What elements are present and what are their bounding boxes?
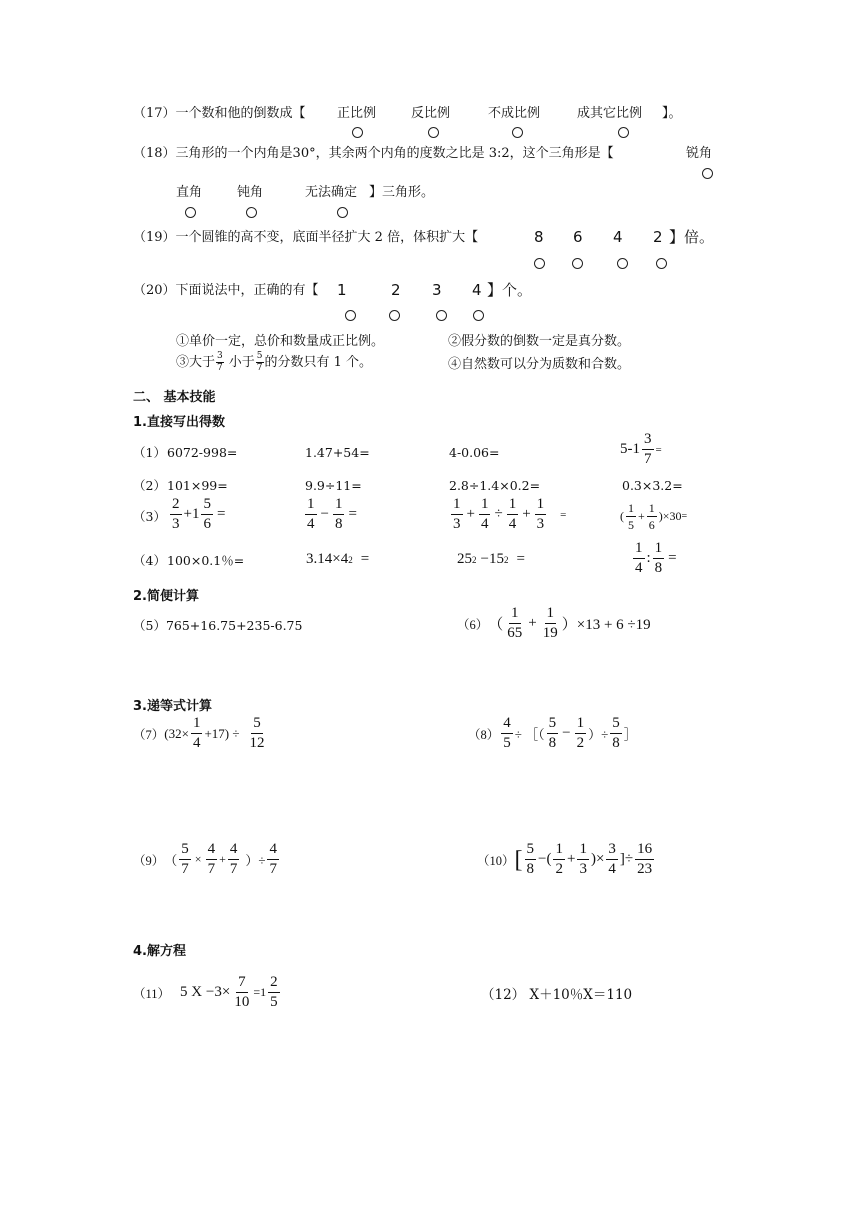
calc-q10 xyxy=(477,842,656,877)
numerator: 1 xyxy=(628,501,634,515)
numerator: 3 xyxy=(642,432,654,450)
operator: +1 xyxy=(183,506,200,522)
fraction xyxy=(626,502,636,531)
denominator: 8 xyxy=(612,735,620,751)
calc-3d xyxy=(620,502,687,531)
bracket-tail: ]÷ xyxy=(619,851,634,867)
numerator: 1 xyxy=(479,497,491,515)
fraction xyxy=(501,716,513,751)
operator: )× xyxy=(590,851,605,867)
denominator: 7 xyxy=(229,861,238,877)
calc-4d xyxy=(631,541,679,576)
q20-option-1: 1 xyxy=(337,281,347,299)
exponent: 2 xyxy=(503,554,509,565)
q17-option-4: 成其它比例 xyxy=(577,106,643,121)
question-19-text: （19）一个圆锥的高不变，底面半径扩大 2 倍，体积扩大【 xyxy=(133,230,479,245)
denominator: 4 xyxy=(480,516,489,532)
expr-part: 5 X −3× xyxy=(180,984,231,1000)
q18-end: 】三角形。 xyxy=(369,185,435,200)
question-label: （6） xyxy=(457,617,489,632)
q18-option-3: 钝角 xyxy=(237,185,264,200)
fraction xyxy=(201,497,213,532)
numerator: 1 xyxy=(535,497,547,515)
numerator: 1 xyxy=(545,606,557,624)
q17-radio-3[interactable] xyxy=(512,127,523,138)
colon: : xyxy=(646,550,651,566)
numerator: 2 xyxy=(170,497,182,515)
question-17 xyxy=(133,105,306,123)
denominator: 3 xyxy=(453,516,461,532)
question-label: （11） xyxy=(133,986,171,1001)
operator: + xyxy=(638,509,645,523)
numerator: 5 xyxy=(525,842,537,860)
numerator: 7 xyxy=(236,975,248,993)
equals-sign: = xyxy=(348,506,357,522)
calc-row-1-label: （1） xyxy=(133,445,166,460)
calc-row-4-label: （4） xyxy=(133,553,166,568)
q18-option-2: 直角 xyxy=(176,185,203,200)
calc-q8 xyxy=(468,716,637,751)
denominator: 7 xyxy=(181,861,189,877)
denominator: 5 xyxy=(503,735,511,751)
calc-1a: 6072-998= xyxy=(167,445,238,460)
numerator: 1 xyxy=(305,497,317,515)
denominator: 3 xyxy=(579,861,587,877)
numerator: 4 xyxy=(501,716,513,734)
fraction xyxy=(577,842,589,877)
calc-1b: 1.47+54= xyxy=(305,445,370,460)
subsection-3-title: 3.递等式计算 xyxy=(133,699,212,714)
q18-radio-4[interactable] xyxy=(337,207,348,218)
operator: ÷ xyxy=(494,506,503,522)
denominator: 8 xyxy=(334,516,343,532)
operator: + xyxy=(566,851,576,867)
denominator: 65 xyxy=(507,625,523,641)
fraction xyxy=(191,716,203,751)
operator: − xyxy=(562,725,571,741)
base: 25 xyxy=(457,551,472,567)
fraction xyxy=(642,432,654,467)
denominator: 7 xyxy=(217,363,223,373)
numerator: 1 xyxy=(653,541,665,559)
paren: ( xyxy=(620,509,624,523)
denominator: 10 xyxy=(234,994,250,1010)
calc-4b xyxy=(306,551,371,568)
fraction xyxy=(535,497,547,532)
numerator: 5 xyxy=(610,716,622,734)
calc-3c xyxy=(449,497,566,532)
calc-2d: 0.3×3.2= xyxy=(622,478,683,493)
numerator: 1 xyxy=(451,497,463,515)
q17-option-3: 不成比例 xyxy=(488,106,541,121)
numerator: 1 xyxy=(577,842,589,860)
numerator: 1 xyxy=(507,497,519,515)
fraction xyxy=(633,541,645,576)
calc-1d-pre: 5-1 xyxy=(620,441,640,457)
numerator: 1 xyxy=(633,541,645,559)
denominator: 2 xyxy=(576,735,585,751)
q17-radio-1[interactable] xyxy=(352,127,363,138)
q19-option-1: 8 xyxy=(534,228,544,246)
q20-option-2: 2 xyxy=(391,281,401,299)
calc-q9 xyxy=(133,842,281,877)
denominator: 8 xyxy=(526,861,535,877)
bracket: ］ xyxy=(623,727,637,742)
denominator: 5 xyxy=(628,518,634,532)
section-2-title: 二、 基本技能 xyxy=(133,390,216,405)
numerator: 1 xyxy=(191,716,203,734)
subsection-2-title: 2.简便计算 xyxy=(133,589,199,604)
calc-q6 xyxy=(457,606,651,641)
fraction xyxy=(256,352,264,373)
expr-part: +17) ÷ xyxy=(204,725,240,741)
q20-option-3: 3 xyxy=(432,281,442,299)
operator: + xyxy=(466,506,475,522)
exponent: 2 xyxy=(472,554,477,565)
fraction xyxy=(547,716,559,751)
fraction xyxy=(610,716,622,751)
expr-part: ÷ ［（ xyxy=(514,727,545,742)
statement-4: ④自然数可以分为质数和合数。 xyxy=(448,357,631,372)
denominator: 5 xyxy=(270,994,278,1010)
numerator: 5 xyxy=(547,716,559,734)
expr-part: ）÷ xyxy=(245,853,266,868)
subsection-1-title: 1.直接写出得数 xyxy=(133,415,225,430)
question-label: （7） xyxy=(133,727,165,742)
numerator: 1 xyxy=(575,716,587,734)
equals-sign: = xyxy=(560,508,567,521)
fraction xyxy=(179,842,191,877)
q20-option-4: 4 xyxy=(472,281,482,299)
fraction xyxy=(305,497,317,532)
fraction xyxy=(267,842,279,877)
bracket: [ xyxy=(514,846,523,873)
fraction xyxy=(505,606,524,641)
fraction xyxy=(635,842,654,877)
denominator: 7 xyxy=(644,451,652,467)
equation-q12: （12） X＋10％X＝110 xyxy=(481,987,633,1003)
q19-option-2: 6 xyxy=(573,228,583,246)
fraction xyxy=(507,497,519,532)
paren-tail: )×30 xyxy=(658,509,682,523)
fraction xyxy=(206,842,218,877)
operand: −15 xyxy=(480,551,504,567)
numerator: 5 xyxy=(251,716,263,734)
question-18-text: （18）三角形的一个内角是30°，其余两个内角的度数之比是 3:2，这个三角形是【 xyxy=(133,146,614,161)
numerator: 4 xyxy=(267,842,279,860)
question-19 xyxy=(133,229,478,247)
fraction xyxy=(647,502,657,531)
denominator: 7 xyxy=(207,861,216,877)
denominator: 3 xyxy=(536,516,545,532)
paren-tail: ）×13 + 6 ÷19 xyxy=(561,617,651,633)
numerator: 5 xyxy=(179,842,191,860)
statement-3-prefix: ③大于 xyxy=(176,354,216,370)
operator: − xyxy=(320,506,329,522)
fraction xyxy=(228,842,240,877)
calc-1d xyxy=(620,432,662,467)
q18-radio-3[interactable] xyxy=(246,207,257,218)
equals-sign: = xyxy=(668,550,677,566)
equals-sign: = xyxy=(516,551,525,567)
q17-option-1: 正比例 xyxy=(337,106,377,121)
subsection-4-title: 4.解方程 xyxy=(133,944,186,959)
denominator: 4 xyxy=(635,560,643,576)
question-label: （10） xyxy=(477,853,515,868)
calc-q7 xyxy=(133,716,268,751)
fraction xyxy=(479,497,491,532)
fraction xyxy=(525,842,537,877)
numerator: 5 xyxy=(256,351,263,361)
q20-radio-1[interactable] xyxy=(345,310,356,321)
q20-end: 】个。 xyxy=(487,281,533,299)
equals-sign: = xyxy=(216,506,226,522)
numerator: 1 xyxy=(333,497,345,515)
paren: （ xyxy=(164,853,178,868)
calc-4c xyxy=(457,551,527,568)
numerator: 3 xyxy=(606,842,618,860)
numerator: 4 xyxy=(206,842,218,860)
expr-part: (32× xyxy=(164,725,189,741)
equation-q11 xyxy=(133,975,282,1010)
denominator: 12 xyxy=(249,735,265,751)
calc-row-3-label: （3） xyxy=(133,509,166,524)
denominator: 6 xyxy=(203,516,211,532)
denominator: 7 xyxy=(256,363,263,373)
q19-option-3: 4 xyxy=(613,228,623,246)
fraction xyxy=(333,497,345,532)
denominator: 3 xyxy=(172,516,180,532)
calc-q5: （5）765+16.75+235-6.75 xyxy=(133,618,303,633)
numerator: 1 xyxy=(553,842,565,860)
fraction xyxy=(653,541,665,576)
fraction xyxy=(575,716,587,751)
fraction xyxy=(232,975,251,1010)
denominator: 2 xyxy=(555,861,563,877)
base: 3.14×4 xyxy=(306,551,349,567)
statement-1: ①单价一定，总价和数量成正比例。 xyxy=(176,334,385,349)
q19-radio-4[interactable] xyxy=(656,258,667,269)
fraction xyxy=(268,975,280,1010)
fraction xyxy=(606,842,618,877)
expr-part: ）÷ xyxy=(588,727,609,742)
exponent: 2 xyxy=(348,554,353,565)
calc-2b: 9.9÷11= xyxy=(305,478,362,493)
q17-option-2: 反比例 xyxy=(411,106,451,121)
denominator: 8 xyxy=(654,560,663,576)
denominator: 4 xyxy=(608,861,616,877)
paren: （ xyxy=(488,617,504,633)
q19-option-4: 2 xyxy=(653,228,663,246)
numerator: 4 xyxy=(228,842,240,860)
numerator: 3 xyxy=(217,351,223,361)
calc-row-2-label: （2） xyxy=(133,478,166,493)
denominator: 4 xyxy=(307,516,315,532)
numerator: 5 xyxy=(201,497,213,515)
calc-1c: 4-0.06= xyxy=(449,445,500,460)
calc-4a: 100×0.1％= xyxy=(167,553,245,568)
denominator: 7 xyxy=(269,861,277,877)
denominator: 6 xyxy=(648,518,655,532)
fraction xyxy=(247,716,266,751)
q19-radio-3[interactable] xyxy=(617,258,628,269)
calc-3b xyxy=(303,497,359,532)
numerator: 1 xyxy=(648,501,655,515)
q18-radio-2[interactable] xyxy=(185,207,196,218)
q19-radio-1[interactable] xyxy=(534,258,545,269)
denominator: 23 xyxy=(637,861,653,877)
statement-2: ②假分数的倒数一定是真分数。 xyxy=(448,334,631,349)
question-20 xyxy=(133,282,319,300)
q20-radio-3[interactable] xyxy=(436,310,447,321)
question-17-text: （17）一个数和他的倒数成【 xyxy=(133,106,306,121)
question-label: （8） xyxy=(468,727,500,742)
fraction xyxy=(451,497,463,532)
statement-3-mid: 小于 xyxy=(228,354,255,370)
q20-radio-2[interactable] xyxy=(389,310,400,321)
q17-radio-4[interactable] xyxy=(618,127,629,138)
calc-2a: 101×99= xyxy=(167,478,228,493)
operator: + xyxy=(522,506,531,522)
fraction xyxy=(541,606,560,641)
equals-sign: = xyxy=(681,511,688,522)
q17-end: 】。 xyxy=(662,106,682,121)
question-label: （9） xyxy=(133,853,165,868)
denominator: 4 xyxy=(192,735,201,751)
calc-3a xyxy=(168,497,227,532)
equals-sign: = xyxy=(360,551,370,567)
operator: −( xyxy=(538,851,552,867)
numerator: 2 xyxy=(268,975,280,993)
question-18 xyxy=(133,145,614,163)
expr-part: =1 xyxy=(253,985,267,999)
operator: + xyxy=(219,852,226,866)
numerator: 1 xyxy=(509,606,521,624)
denominator: 8 xyxy=(548,735,557,751)
q18-option-1: 锐角 xyxy=(686,146,713,161)
q17-radio-2[interactable] xyxy=(428,127,439,138)
operator: + xyxy=(528,615,537,631)
numerator: 16 xyxy=(635,842,654,860)
q19-end: 】倍。 xyxy=(669,228,715,246)
q18-radio-1[interactable] xyxy=(702,168,713,179)
denominator: 19 xyxy=(542,625,558,641)
q18-option-4: 无法确定 xyxy=(305,185,358,200)
fraction xyxy=(216,352,224,373)
q19-radio-2[interactable] xyxy=(572,258,583,269)
statement-3-suffix: 的分数只有 1 个。 xyxy=(264,354,373,370)
operator: × xyxy=(194,852,202,866)
statement-3 xyxy=(176,352,372,373)
q20-radio-4[interactable] xyxy=(473,310,484,321)
fraction xyxy=(170,497,182,532)
question-20-text: （20）下面说法中，正确的有【 xyxy=(133,283,319,298)
denominator: 4 xyxy=(508,516,517,532)
equals-sign: = xyxy=(655,443,662,456)
calc-2c: 2.8÷1.4×0.2= xyxy=(449,478,541,493)
fraction xyxy=(553,842,565,877)
